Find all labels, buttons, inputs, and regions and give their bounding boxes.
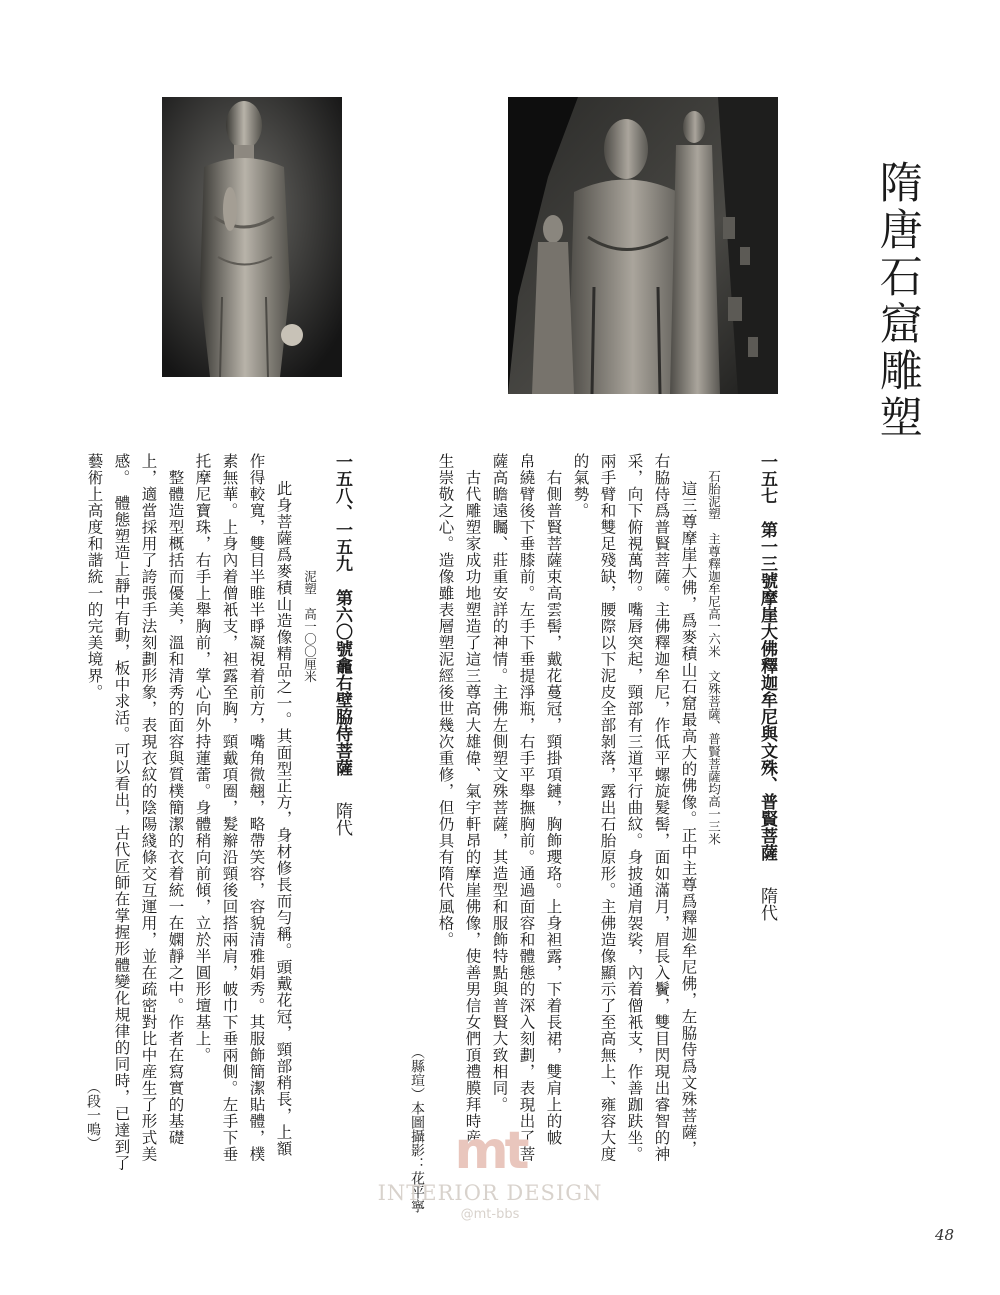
entry-157-credit: （縣瑄）本圖攝影：花平寧 [409,1045,425,1213]
entry-158-meta: 泥塑 高一〇〇厘米 [302,570,318,683]
entry-157-line: 帛繞臂後下垂膝前。左手下垂提淨瓶，右手平舉撫胸前。通過面容和體態的深入刻劃，表現出了菩 [517,453,536,1163]
entry-158-line: 整體造型概括而優美，溫和清秀的面容與質樸簡潔的衣着統一在嫻靜之中。作者在寫實的基礎 [166,453,185,1146]
entry-157-meta: 石胎泥塑 主尊釋迦牟尼高一六米 文殊菩薩、普賢菩薩均高一三米 [706,470,722,845]
entry-158-period: 隋代 [332,802,352,836]
entry-158-heading [333,453,350,836]
page-number: 48 [935,1226,955,1244]
entry-158-line: 作得較寬，雙目半睢半睜凝視着前方，嘴角微翹，略帶笑容，容貌清雅娟秀。其服飾簡潔貼體，樸 [247,453,266,1163]
page-title: 隋唐石窟雕塑 [872,160,923,442]
entry-158-line: 感。 體態塑造上靜中有動，板中求活。可以看出，古代匠師在掌握形體變化規律的同時，已達到了 [112,453,131,1172]
bodhisattva-figure [162,97,342,377]
watermark-name: INTERIOR DESIGN [377,1181,603,1205]
entry-157-line: 右脇侍爲普賢菩薩。主佛釋迦牟尼，作低平螺旋髮髻，面如滿月，眉長入鬢，雙目閃現出睿智的神 [652,453,671,1163]
entry-157-title: 一五七 第一三號摩崖大佛釋迦牟尼與文殊、普賢菩薩 [757,453,777,861]
entry-157-line: 兩手臂和雙足殘缺，腰際以下泥皮全部剝落，露出石胎原形。主佛造像顯示了至高無上、雍容大度 [598,453,617,1163]
cliff-buddha-figures [508,97,778,394]
entry-157-line: 采，向下俯視萬物。嘴唇突起，頸部有三道平行曲紋。身披通肩袈裟，內着僧衹支，作善跏趺坐。 [625,453,644,1163]
watermark-handle: @mt-bbs [460,1207,520,1222]
entry-158-line: 上，適當採用了誇張手法刻劃形象，表現衣紋的陰陽綫條交互運用，並在疏密對比中産生了形式美 [139,453,158,1163]
entry-158-line: 托摩尼寶珠，右手上舉胸前，掌心向外持蓮蕾。身體稍向前傾，立於半圓形壇基上。 [193,453,212,1064]
entry-158-line: 此身菩薩爲麥積山造像精品之一。其面型正方，身材修長而勻稱。頭戴花冠，頸部稍長，上額 [274,464,293,1157]
entry-158-credit: （段一鳴） [85,1080,101,1150]
entry-158-title: 一五八、一五九 第六〇號龕右壁脇侍菩薩 [332,453,352,776]
watermark-logo: mt [454,1121,526,1181]
entry-158-line: 素無華。上身內着僧衹支，袒露至胸，頸戴項圈，髮辮沿頸後回搭兩肩，帔巾下垂兩側。左手下垂 [220,453,239,1163]
watermark [370,1121,610,1222]
entry-158-line: 藝術上高度和諧統一的完美境界。 [85,453,104,701]
bodhisattva-photo [162,97,342,377]
entry-157-line: 右側普賢菩薩束高雲髻，戴花蔓冠，頸掛項鏈，胸飾瓔珞。上身袒露，下着長裙，雙肩上的帔 [544,453,563,1146]
cliff-buddha-photo [508,97,778,394]
entry-157-line: 的氣勢。 [571,453,590,519]
entry-157-heading [758,453,775,921]
entry-157-line: 薩高瞻遠矚、莊重安詳的神情。主佛左側塑文殊菩薩，其造型和服飾特點與普賢大致相同。 [490,453,509,1113]
entry-157-line: 古代雕塑家成功地塑造了這三尊高大雄偉、氣宇軒昂的摩崖佛像，使善男信女們頂禮膜拜時産 [463,453,482,1146]
entry-157-period: 隋代 [757,887,777,921]
entry-157-line: 生崇敬之心。造像雖表層塑泥經後世幾次重修，但仍具有隋代風格。 [436,453,455,948]
entry-157-line: 這三尊摩崖大佛，爲麥積山石窟最高大的佛像。正中主尊爲釋迦牟尼佛，左脇侍爲文殊菩薩， [679,464,698,1157]
